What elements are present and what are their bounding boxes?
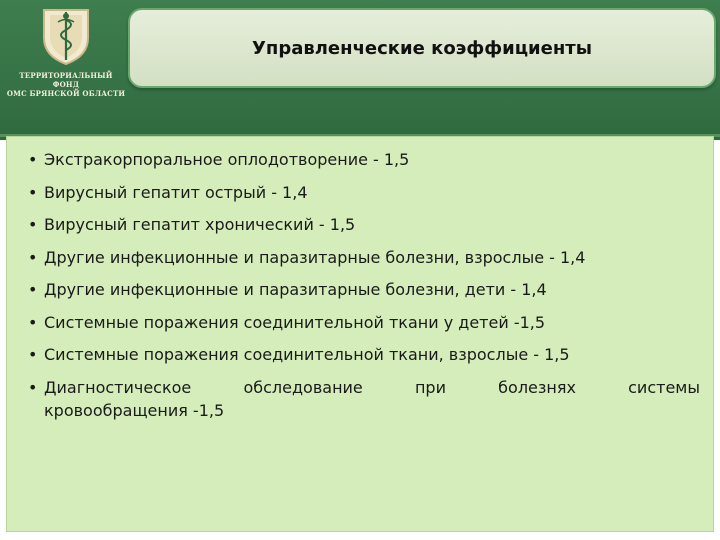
page-title: Управленческие коэффициенты [252, 37, 592, 59]
list-item [10, 311, 700, 334]
bullet: • [28, 312, 38, 332]
list-item-text: Другие инфекционные и паразитарные болезни, взрослые - 1,4 [44, 247, 586, 267]
caduceus-shield-icon [36, 4, 96, 68]
list-item-text: Экстракорпоральное оплодотворение - 1,5 [44, 150, 410, 169]
bullet: • [28, 345, 38, 364]
list-item [10, 148, 700, 171]
list-item [10, 181, 700, 204]
coefficient-list [10, 148, 700, 431]
list-item [10, 376, 700, 422]
list-item-text-line2: кровообращения -1,5 [44, 400, 225, 420]
list-item-text-line1: Диагностическое обследование при болезнях системы [44, 377, 700, 397]
list-item-text: Другие инфекционные и паразитарные болезни, дети - 1,4 [44, 280, 547, 299]
list-item [10, 278, 700, 301]
logo-text-line2: ОМС БРЯНСКОЙ ОБЛАСТИ [6, 89, 126, 98]
bullet: • [28, 377, 38, 397]
bullet: • [28, 182, 38, 202]
list-item-text: Системные поражения соединительной ткани у детей -1,5 [44, 312, 546, 332]
list-item-text: Вирусный гепатит хронический - 1,5 [44, 215, 356, 234]
bullet: • [28, 215, 38, 234]
logo-text-line1: ТЕРРИТОРИАЛЬНЫЙ ФОНД [19, 71, 113, 89]
title-box [128, 8, 716, 88]
list-item [10, 343, 700, 366]
logo-text [6, 71, 126, 98]
list-item-text: Вирусный гепатит острый - 1,4 [44, 182, 308, 202]
bullet: • [28, 150, 38, 169]
bullet: • [28, 247, 38, 267]
bullet: • [28, 280, 38, 299]
list-item-text: Системные поражения соединительной ткани, взрослые - 1,5 [44, 345, 570, 364]
list-item [10, 213, 700, 236]
list-item [10, 246, 700, 269]
logo [6, 4, 126, 98]
